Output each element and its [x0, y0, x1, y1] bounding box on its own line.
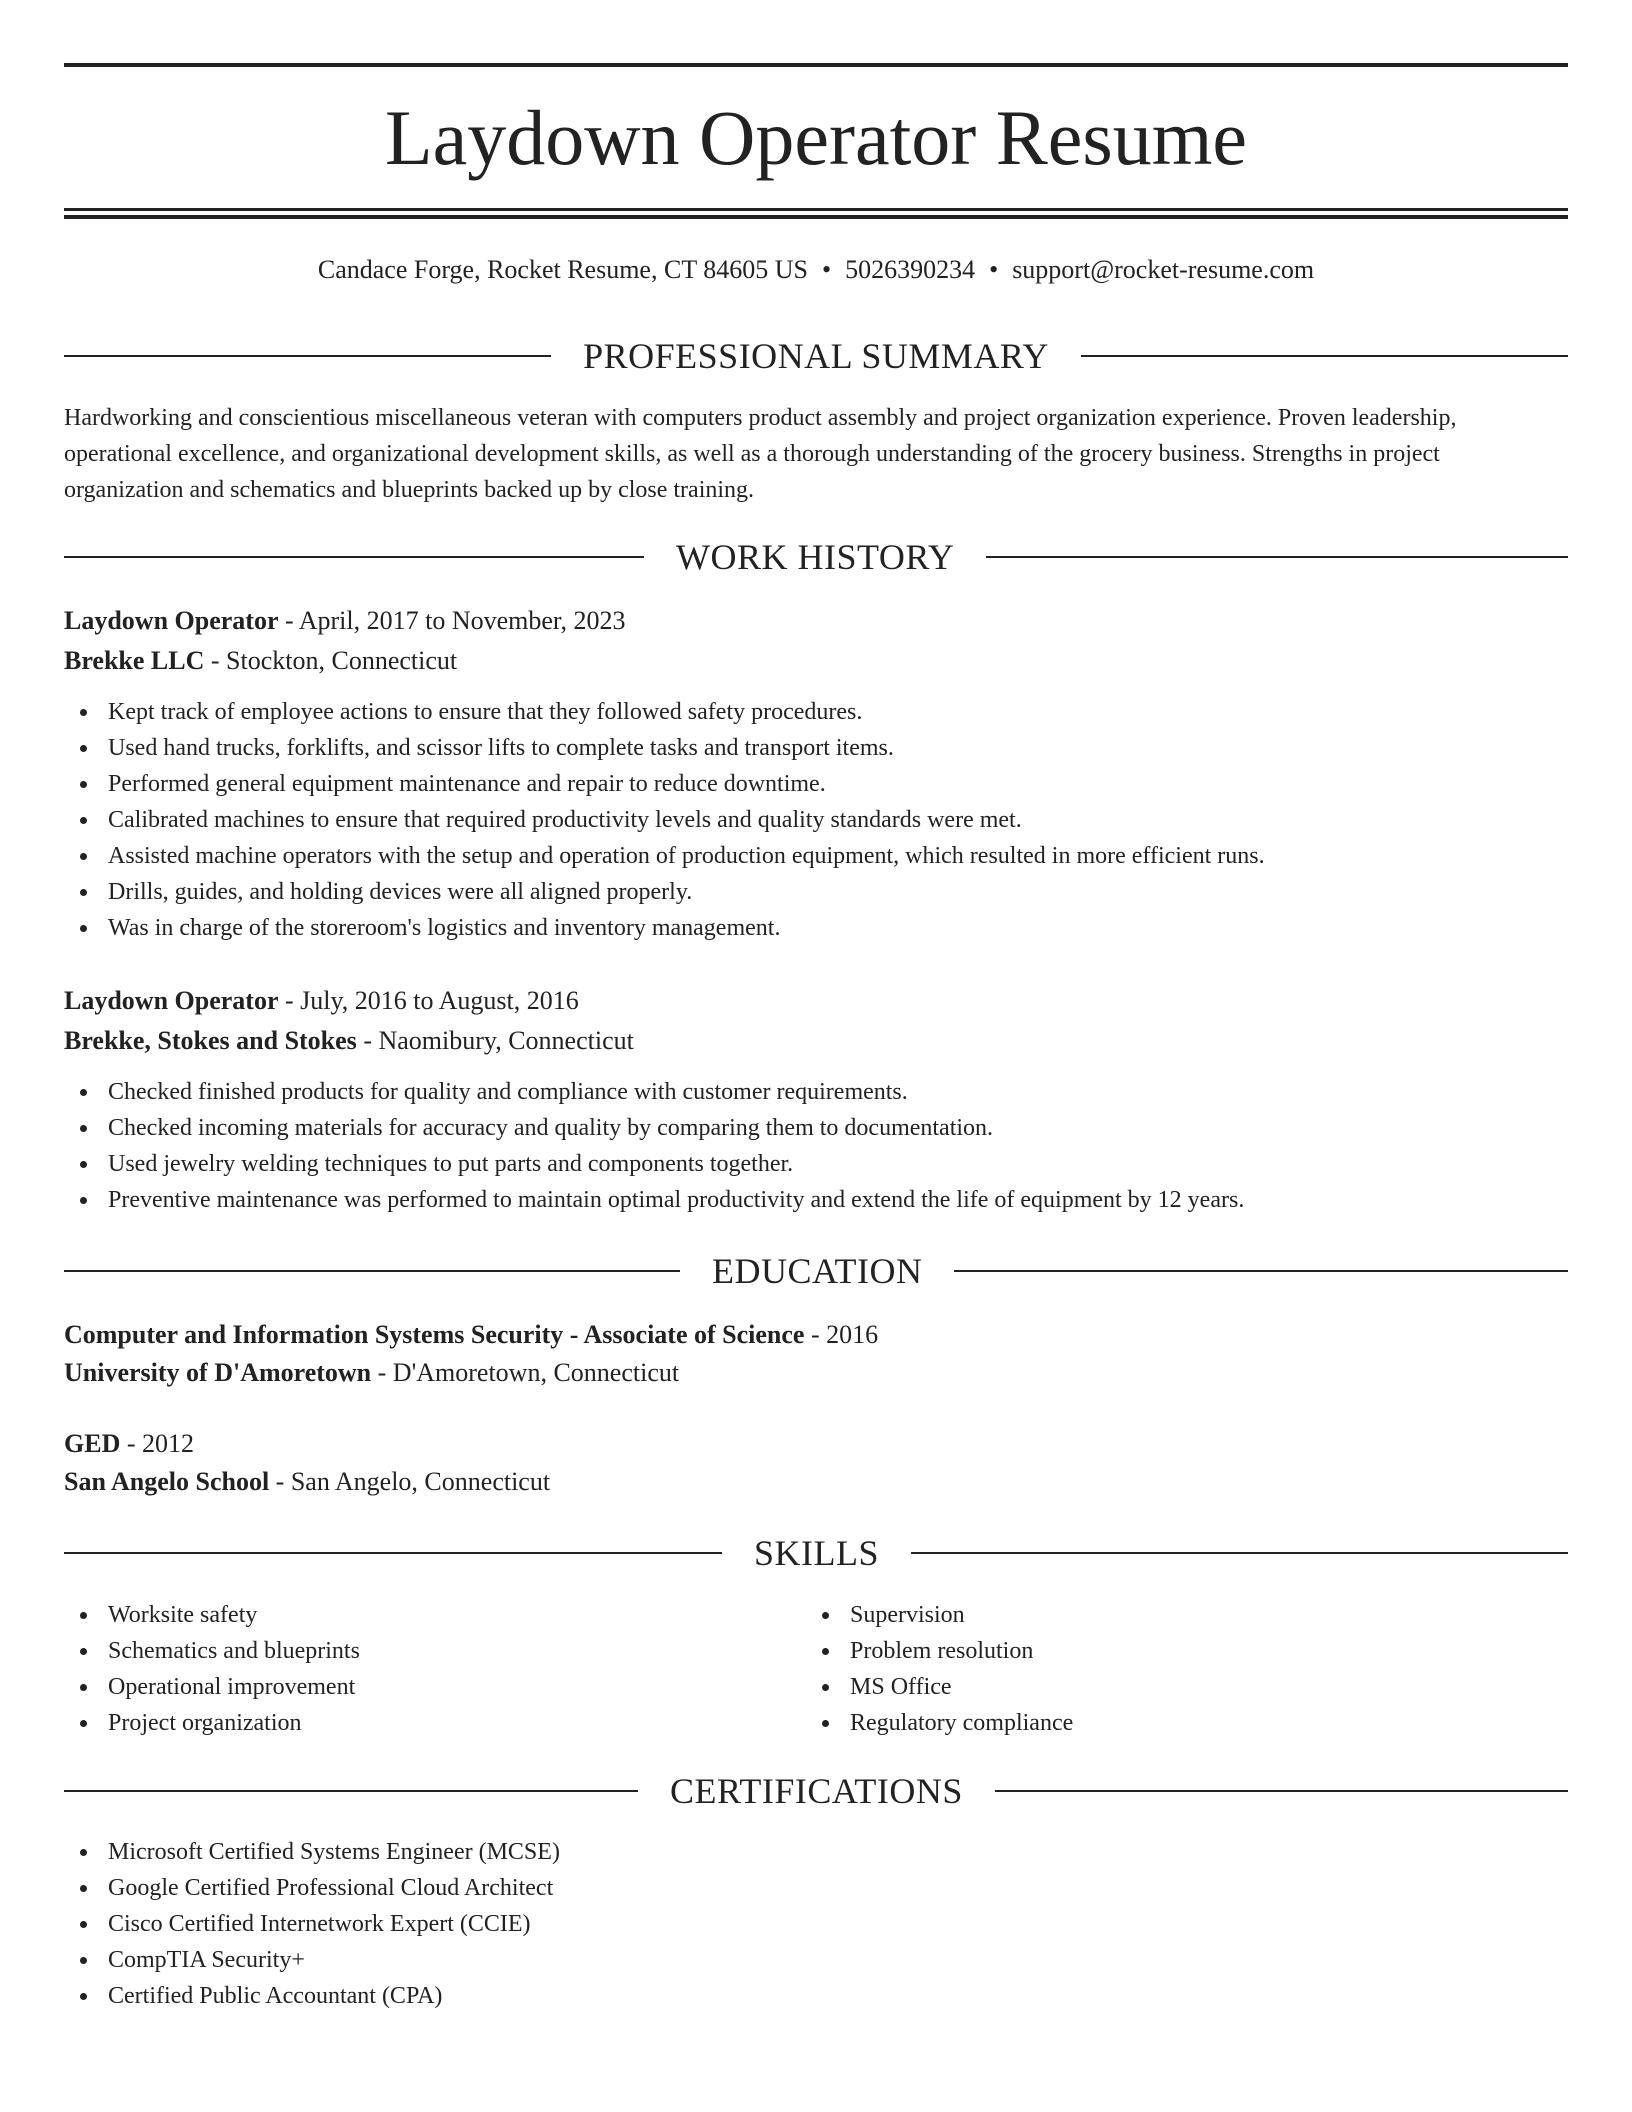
job-title: Laydown Operator	[64, 606, 279, 635]
summary-line: Hardworking and conscientious miscellaneous veteran with computers product assembly and project organization experience. Proven leadership,	[64, 405, 1457, 431]
contact-email[interactable]: support@rocket-resume.com	[1012, 255, 1315, 284]
section-rule	[64, 556, 644, 558]
skills-list-right	[806, 1597, 1073, 1741]
skill-item: Problem resolution	[806, 1633, 1073, 1669]
section-rule	[995, 1790, 1568, 1792]
certification-item: CompTIA Security+	[64, 1942, 1568, 1978]
section-heading-certifications	[64, 1771, 1568, 1811]
job-location: - Stockton, Connecticut	[204, 646, 458, 675]
skill-item: Schematics and blueprints	[64, 1633, 360, 1669]
education-year: - 2012	[120, 1429, 195, 1458]
job-company: Brekke, Stokes and Stokes	[64, 1026, 357, 1055]
header-bottom-rule-thick	[64, 215, 1568, 219]
skill-item: Worksite safety	[64, 1597, 360, 1633]
education-degree: Computer and Information Systems Security - Associate of Science	[64, 1320, 805, 1349]
section-rule	[954, 1270, 1568, 1272]
job-title-line	[64, 604, 626, 638]
job-company: Brekke LLC	[64, 646, 205, 675]
list-item: Drills, guides, and holding devices were all aligned properly.	[64, 874, 1568, 910]
contact-separator: •	[821, 255, 832, 284]
summary-line: operational excellence, and organizational development skills, as well as a thorough understanding of the grocery business. Strengths in project	[64, 441, 1440, 467]
section-heading-summary	[64, 336, 1568, 376]
section-title: PROFESSIONAL SUMMARY	[583, 336, 1049, 376]
contact-address: Candace Forge, Rocket Resume, CT 84605 US	[317, 255, 808, 284]
section-title: CERTIFICATIONS	[670, 1771, 963, 1811]
section-rule	[64, 1270, 680, 1272]
certifications-list	[64, 1834, 1568, 2014]
list-item: Used hand trucks, forklifts, and scissor lifts to complete tasks and transport items.	[64, 730, 1568, 766]
certification-item: Certified Public Accountant (CPA)	[64, 1978, 1568, 2014]
section-title: SKILLS	[754, 1533, 880, 1573]
skill-item: Project organization	[64, 1705, 360, 1741]
section-rule	[64, 355, 551, 357]
education-location: - San Angelo, Connecticut	[269, 1467, 551, 1496]
section-heading-skills	[64, 1533, 1568, 1573]
summary-line: organization and schematics and blueprints backed up by close training.	[64, 477, 755, 503]
education-school-line	[64, 1356, 679, 1390]
job-bullets	[64, 694, 1568, 946]
contact-separator: •	[989, 255, 999, 284]
section-heading-education	[64, 1251, 1568, 1291]
education-degree-line	[64, 1318, 878, 1352]
education-school: San Angelo School	[64, 1467, 270, 1496]
list-item: Performed general equipment maintenance and repair to reduce downtime.	[64, 766, 1568, 802]
section-title: EDUCATION	[712, 1251, 923, 1291]
certification-item: Microsoft Certified Systems Engineer (MCSE)	[64, 1834, 1568, 1870]
job-title-line	[64, 984, 579, 1018]
certification-item: Google Certified Professional Cloud Architect	[64, 1870, 1568, 1906]
list-item: Calibrated machines to ensure that required productivity levels and quality standards were met.	[64, 802, 1568, 838]
job-dates: - July, 2016 to August, 2016	[278, 986, 579, 1015]
resume-title: Laydown Operator Resume	[384, 94, 1248, 181]
section-title: WORK HISTORY	[676, 537, 955, 577]
education-location: - D'Amoretown, Connecticut	[371, 1358, 680, 1387]
contact-phone: 5026390234	[845, 255, 976, 284]
skills-list-left	[64, 1597, 360, 1741]
section-rule	[1081, 355, 1568, 357]
education-degree: GED	[64, 1429, 121, 1458]
certification-item: Cisco Certified Internetwork Expert (CCIE)	[64, 1906, 1568, 1942]
job-dates: - April, 2017 to November, 2023	[278, 606, 626, 635]
list-item: Used jewelry welding techniques to put parts and components together.	[64, 1146, 1568, 1182]
list-item: Checked finished products for quality and compliance with customer requirements.	[64, 1074, 1568, 1110]
contact-line	[64, 254, 1568, 286]
section-rule	[986, 556, 1568, 558]
summary-paragraph	[64, 400, 1568, 508]
education-year: - 2016	[804, 1320, 879, 1349]
job-location: - Naomibury, Connecticut	[356, 1026, 634, 1055]
job-company-line	[64, 644, 457, 678]
section-rule	[64, 1552, 722, 1554]
section-heading-work	[64, 537, 1568, 577]
skill-item: MS Office	[806, 1669, 1073, 1705]
skill-item: Operational improvement	[64, 1669, 360, 1705]
job-title: Laydown Operator	[64, 986, 279, 1015]
education-school: University of D'Amoretown	[64, 1358, 372, 1387]
header-bottom-rule	[64, 208, 1568, 211]
list-item: Kept track of employee actions to ensure that they followed safety procedures.	[64, 694, 1568, 730]
job-company-line	[64, 1024, 634, 1058]
section-rule	[911, 1552, 1568, 1554]
list-item: Was in charge of the storeroom's logistics and inventory management.	[64, 910, 1568, 946]
header-top-rule	[64, 63, 1568, 67]
list-item: Assisted machine operators with the setup and operation of production equipment, which resulted in more efficient runs.	[64, 838, 1568, 874]
education-degree-line	[64, 1427, 194, 1461]
section-rule	[64, 1790, 638, 1792]
job-bullets	[64, 1074, 1568, 1218]
skill-item: Supervision	[806, 1597, 1073, 1633]
list-item: Preventive maintenance was performed to maintain optimal productivity and extend the life of equipment by 12 years.	[64, 1182, 1568, 1218]
education-school-line	[64, 1465, 550, 1499]
list-item: Checked incoming materials for accuracy and quality by comparing them to documentation.	[64, 1110, 1568, 1146]
skill-item: Regulatory compliance	[806, 1705, 1073, 1741]
